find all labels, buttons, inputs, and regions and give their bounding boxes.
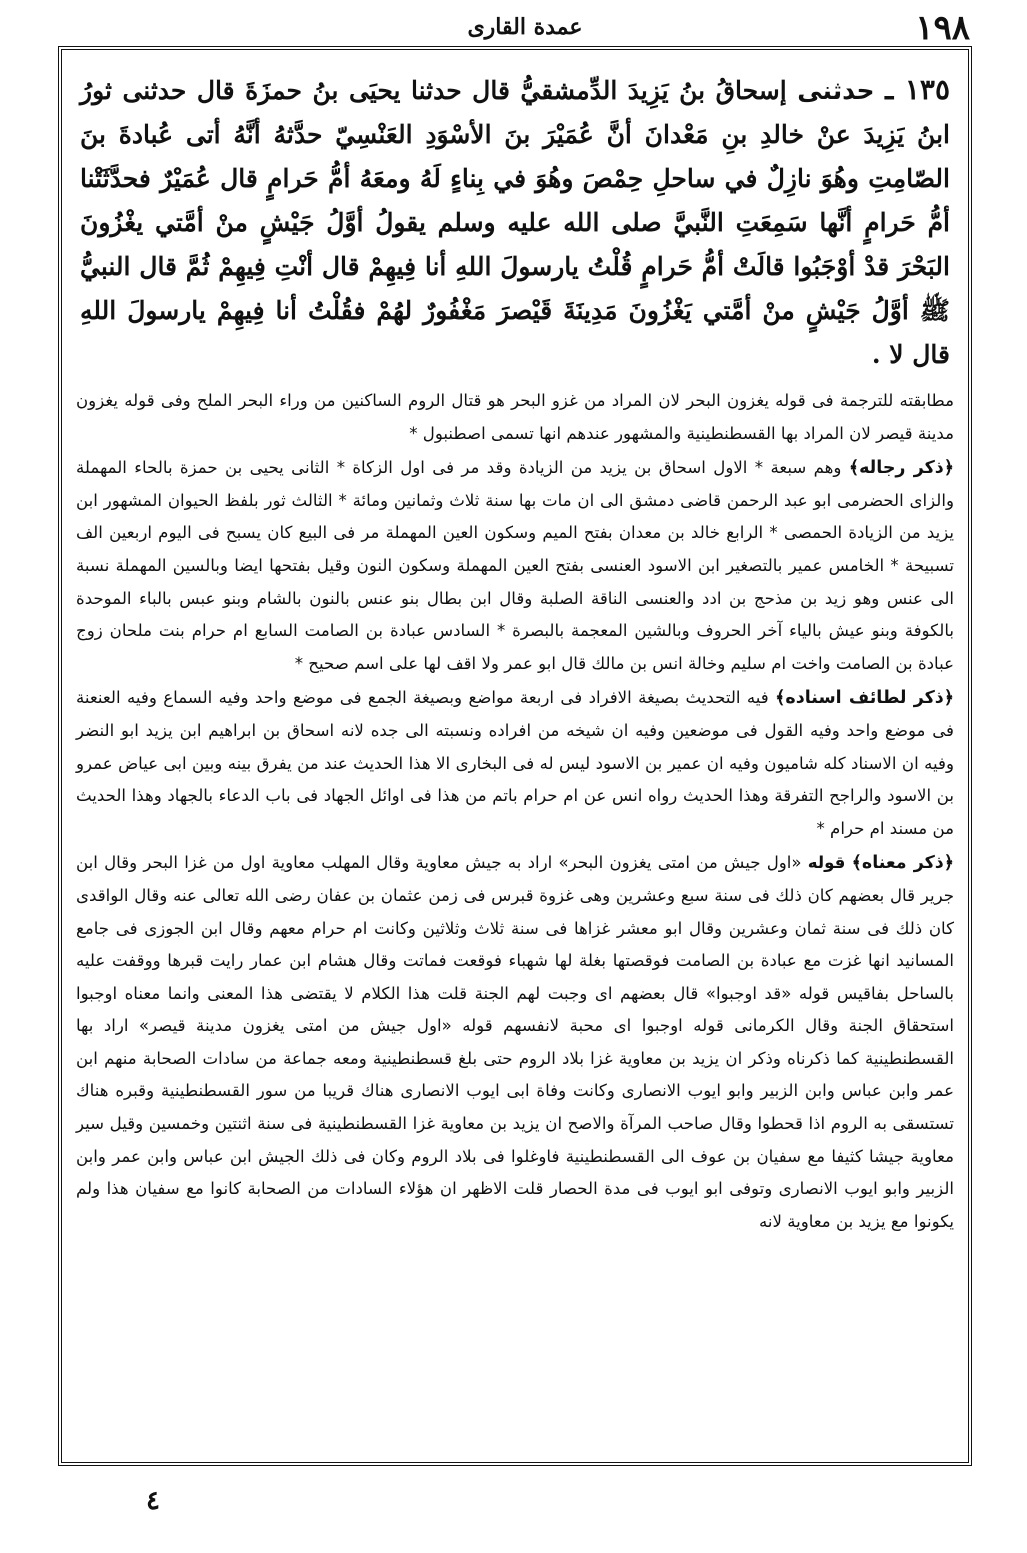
hadith-lead: حدثنى xyxy=(797,76,875,105)
text-frame xyxy=(58,46,972,1466)
commentary-paragraph xyxy=(76,452,954,680)
keyword-label: قوله xyxy=(807,853,846,873)
paragraph-text: فيه التحديث بصيغة الافراد فى اربعة مواضع وبصيغة الجمع فى موضع واحد وفيه السماع وفيه العنعنة فى موضع واحد وفيه القول فى موضعين وفيه ان شيخه من افراده ونسبته الى جده لانه اسحاق بن ابراهيم ابن يزيد ابو النضر وفيه ان الاسناد كله شاميون وفيه ان عمير بن الاسود ليس له فى البخارى الا هذا الحديث عند من يفرق بينه وبين ابى عياض عمرو بن الاسود والراجح التفرقة وهذا الحديث رواه انس عن ام حرام باتم من هذا فى اوائل الجهاد فى باب الدعاء بالجهاد وهذا الحديث من مسند ام حرام * xyxy=(76,688,954,838)
paragraph-text: وهم سبعة * الاول اسحاق بن يزيد من الزيادة وقد مر فى اول الزكاة * الثانى يحيى بن حمزة بالحاء المهملة والزاى الحضرمى ابو عبد الرحمن قاضى دمشق الى ان مات بها سنة ثلاث وثمانين ومائة * الثالث ثور بلفظ الحيوان المشهور ابن يزيد من الزيادة الحمصى * الرابع خالد بن معدان بفتح الميم وسكون العين المهملة مر فى البيع كان يسبح فى اليوم اربعين الف تسبيحة * الخامس عمير بالتصغير ابن الاسود العنسى بفتح العين المهملة وسكون النون وقيل بفتحها ايضا وبالسين المهملة نسبة الى عنس وهو زيد بن مذحج بن ادد والعنسى الناقة الصلبة وقال ابن بطال بنو عنس بالنون بالشام وبنو عبس بالباء الموحدة بالكوفة وبنو عيش بالياء آخر الحروف وبالشين المعجمة بالبصرة * السادس عبادة بن الصامت السابع ام حرام بنت ملحان زوج عبادة بن الصامت واخت ام سليم وخالة انس بن مالك قال ابو عمر ولا اقف لها على اسم صحيح * xyxy=(76,458,954,673)
hadith-number: ١٣٥ ـ xyxy=(885,73,950,106)
section-heading: ﴿ذكر لطائف اسناده﴾ xyxy=(775,688,955,709)
commentary-paragraph xyxy=(76,847,954,1238)
page-number: ١٩٨ xyxy=(915,8,970,48)
commentary xyxy=(62,385,968,1238)
hadith-block xyxy=(62,50,968,385)
paragraph-text: مطابقته للترجمة فى قوله يغزون البحر لان المراد من غزو البحر هو قتال الروم الساكنين من وراء البحر الملح وفى قوله يغزون مدينة قيصر لان المراد بها القسطنطينية والمشهور عندهم انها تسمى اصطنبول * xyxy=(76,391,954,443)
commentary-paragraph xyxy=(76,682,954,845)
running-title: عمدة القارى xyxy=(467,14,583,40)
commentary-paragraph xyxy=(76,385,954,450)
paragraph-text: «اول جيش من امتى يغزون البحر» اراد به جيش معاوية وقال المهلب معاوية اول من غزا البحر وقال ابن جرير قال بعضهم كان ذلك فى سنة سبع وعشرين وهى غزوة قبرس فى زمن عثمان بن عفان رضى الله تعالى عنه وقال الواقدى كان ذلك فى سنة ثمان وعشرين وقال ابو معشر غزاها فى سنة ثلاث وثلاثين وكانت ام حرام معهم وقال ابن الجوزى فى جامع المسانيد انها غزت مع عبادة بن الصامت فوقصتها بغلة لها شهباء فوقعت فماتت وقال هشام ابن عمار رايت قبرها ووقفت عليه بالساحل بفاقيس قوله «قد اوجبوا» قال بعضهم اى وجبت لهم الجنة قلت هذا الكلام لا يقتضى هذا المعنى وانما معناه اوجبوا استحقاق الجنة وقال الكرمانى قوله اوجبوا اى محبة لانفسهم قوله «اول جيش من امتى يغزون مدينة قيصر» اراد بها القسطنطينية كما ذكرناه وذكر ان يزيد بن معاوية غزا بلاد الروم حتى بلغ قسطنطينية ومعه جماعة من سادات الصحابة منهم ابن عمر وابن عباس وابن الزبير وابو ايوب الانصارى وكانت وفاة ابى ايوب الانصارى هناك قريبا من سور القسطنطينية وقبره هناك تستسقى به الروم اذا قحطوا وقال صاحب المرآة والاصح ان يزيد بن معاوية غزا القسطنطينية فى سنة اثنتين وخمسين وقيل سير معاوية جيشا كثيفا مع سفيان بن عوف الى القسطنطينية فاوغلوا فى بلاد الروم وكان فى ذلك الجيش ابن عباس وابن عمر وابن الزبير وابو ايوب الانصارى وتوفى ابو ايوب فى مدة الحصار قلت الاظهر ان هؤلاء السادات من الصحابة كانوا مع سفيان هذا ولم يكونوا مع يزيد بن معاوية لانه xyxy=(76,853,954,1231)
hadith-text: إسحاقُ بنُ يَزِيدَ الدِّمشقيُّ قال حدثنا يحيَى بنُ حمزَةَ قال حدثنى ثورُ ابنُ يَزِيدَ عنْ خالدِ بنِ مَعْدانَ أنَّ عُمَيْرَ بنَ الأسْوَدِ العَنْسِيّ حدَّثهُ أنَّهُ أتى عُبادةَ بنَ الصّامِتِ وهُوَ نازِلٌ في ساحلِ حِمْصَ وهُوَ في بِناءٍ لَهُ ومعَهُ أمُّ حَرامٍ قال عُمَيْرٌ فحدَّثَتْنا أمُّ حَرامٍ أنَّها سَمِعَتِ النَّبيَّ صلى الله عليه وسلم يقولُ أوَّلُ جَيْشٍ منْ أمَّتي يغْزُونَ البَحْرَ قدْ أوْجَبُوا قالَتْ أمُّ حَرامٍ قُلْتُ يارسولَ اللهِ أنا فِيهِمْ قال أنْتِ فِيهِمْ ثُمَّ قال النبيُّ ﷺ أوَّلُ جَيْشٍ منْ أمَّتي يَغْزُونَ مَدِينَةَ قَيْصرَ مَغْفُورٌ لهُمْ فقُلْتُ أنا فِيهِمْ يارسولَ اللهِ قال لا . xyxy=(80,76,950,369)
section-heading: ﴿ذكر رجاله﴾ xyxy=(848,458,954,479)
page-header xyxy=(70,8,980,48)
signature-mark: ٤ xyxy=(146,1486,160,1516)
section-heading: ﴿ذكر معناه﴾ xyxy=(851,853,954,874)
